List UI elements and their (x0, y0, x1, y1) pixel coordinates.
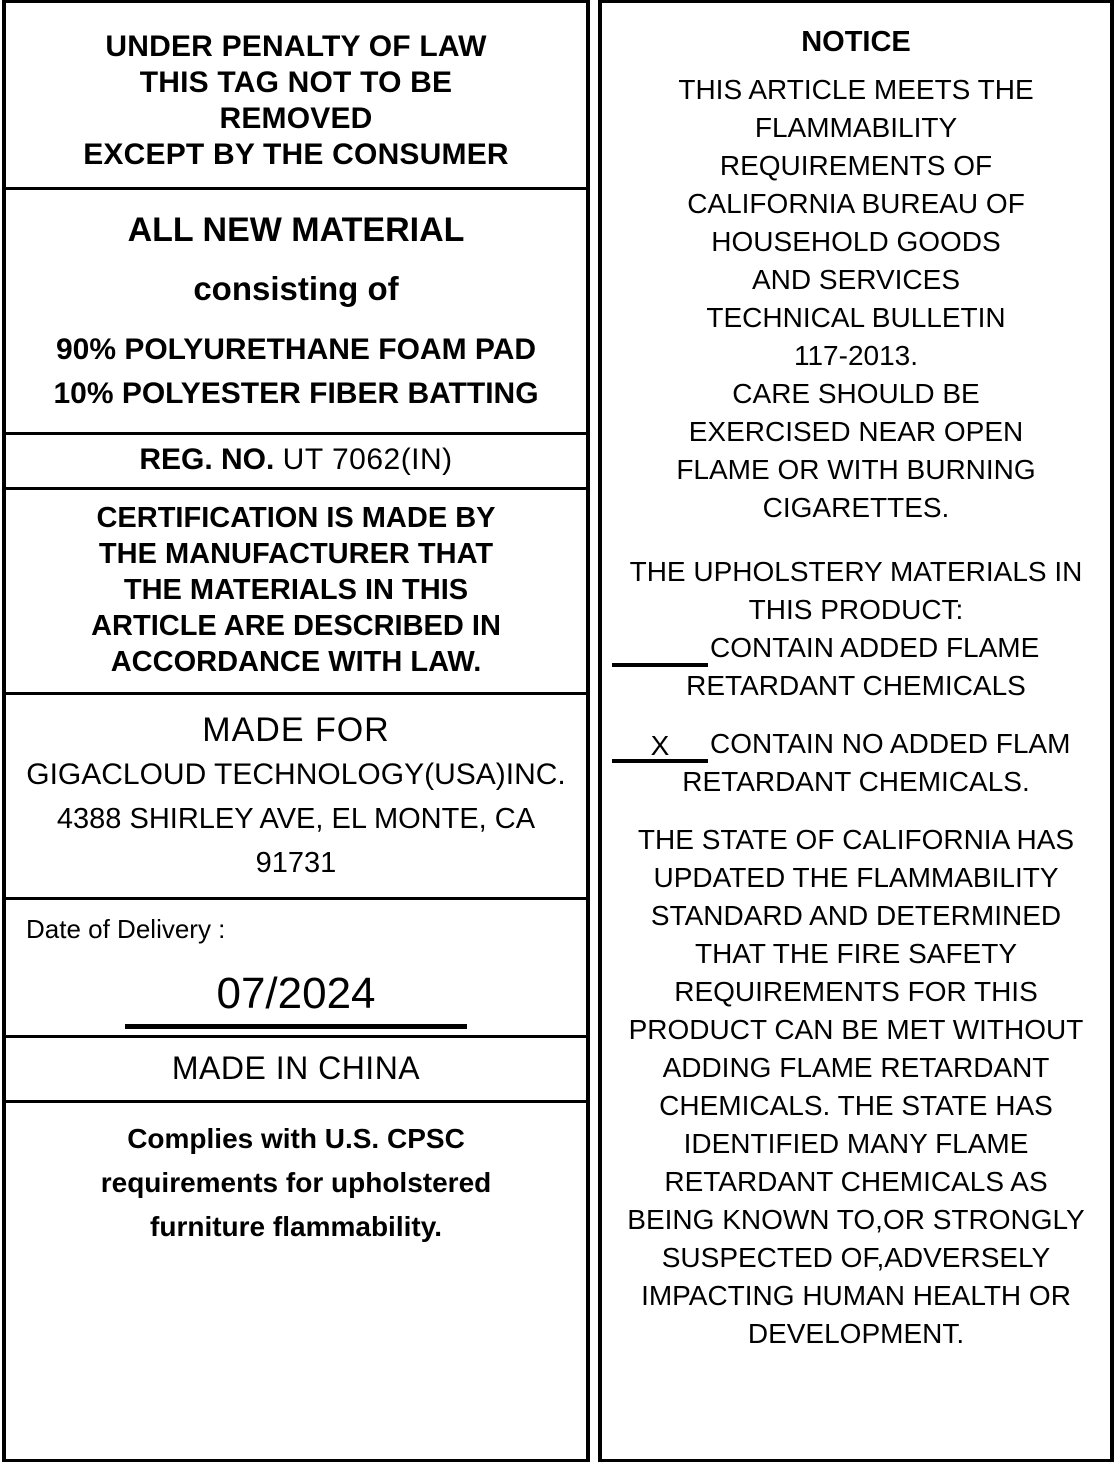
delivery-date-value: 07/2024 (125, 968, 467, 1029)
made-for-company: GIGACLOUD TECHNOLOGY(USA)INC. (26, 758, 566, 791)
notice-body-line-5: HOUSEHOLD GOODS (711, 226, 1001, 257)
state-line-10: RETARDANT CHEMICALS AS (664, 1166, 1048, 1197)
made-for-zip: 91731 (255, 847, 337, 879)
option-contain-added-checkbox[interactable] (612, 637, 708, 667)
cpsc-line-2: requirements for upholstered (100, 1167, 492, 1198)
option-no-added-line-1: CONTAIN NO ADDED FLAM (710, 728, 1071, 759)
notice-body-line-3: REQUIREMENTS OF (719, 150, 993, 181)
registration-value: UT 7062(IN) (282, 443, 453, 476)
certification-line-2: THE MANUFACTURER THAT (98, 538, 494, 570)
cpsc-section (6, 1103, 586, 1263)
state-line-13: IMPACTING HUMAN HEALTH OR (641, 1280, 1071, 1311)
notice-body-line-10: EXERCISED NEAR OPEN (688, 416, 1024, 447)
upholstery-intro-line-1: THE UPHOLSTERY MATERIALS IN (629, 556, 1083, 587)
upholstery-intro (612, 553, 1100, 629)
left-panel (2, 0, 590, 1462)
option-contain-added[interactable] (612, 629, 1100, 705)
certification-line-1: CERTIFICATION IS MADE BY (96, 502, 496, 534)
certification-line-4: ARTICLE ARE DESCRIBED IN (91, 610, 501, 642)
material-item-1: 90% POLYURETHANE FOAM PAD (55, 333, 537, 366)
cpsc-line-1: Complies with U.S. CPSC (127, 1123, 465, 1154)
state-line-11: BEING KNOWN TO,OR STRONGLY (627, 1204, 1085, 1235)
state-line-1: THE STATE OF CALIFORNIA HAS (637, 824, 1075, 855)
state-line-5: REQUIREMENTS FOR THIS (674, 976, 1038, 1007)
penalty-line-3: REMOVED (219, 102, 373, 135)
notice-body (612, 71, 1100, 527)
made-for-title: MADE FOR (202, 711, 390, 749)
penalty-line-1: UNDER PENALTY OF LAW (105, 30, 487, 63)
made-in-section: MADE IN CHINA (6, 1038, 586, 1103)
option-no-added-row[interactable] (612, 725, 1100, 763)
state-line-4: THAT THE FIRE SAFETY (694, 938, 1018, 969)
notice-body-line-9: CARE SHOULD BE (732, 378, 980, 409)
made-for-address: 4388 SHIRLEY AVE, EL MONTE, CA (56, 803, 536, 835)
penalty-section (6, 3, 586, 190)
notice-body-line-8: 117-2013. (793, 340, 919, 371)
option-contain-added-line-1: CONTAIN ADDED FLAME (710, 632, 1040, 663)
notice-body-line-7: TECHNICAL BULLETIN (706, 302, 1006, 333)
upholstery-intro-line-2: THIS PRODUCT: (748, 594, 964, 625)
notice-body-line-4: CALIFORNIA BUREAU OF (687, 188, 1025, 219)
registration-label: REG. NO. (139, 443, 275, 476)
state-line-14: DEVELOPMENT. (747, 1318, 965, 1349)
material-subtitle: consisting of (193, 270, 399, 307)
registration-section (6, 435, 586, 490)
material-title: ALL NEW MATERIAL (127, 211, 465, 249)
penalty-line-2: THIS TAG NOT TO BE (139, 66, 453, 99)
made-for-section (6, 695, 586, 900)
option-no-added-line-2: RETARDANT CHEMICALS. (682, 766, 1030, 797)
state-line-9: IDENTIFIED MANY FLAME (683, 1128, 1029, 1159)
material-section (6, 190, 586, 435)
state-line-2: UPDATED THE FLAMMABILITY (653, 862, 1059, 893)
certification-line-3: THE MATERIALS IN THIS (123, 574, 469, 606)
option-contain-added-line-2: RETARDANT CHEMICALS (686, 670, 1026, 701)
notice-body-line-6: AND SERVICES (752, 264, 960, 295)
state-line-3: STANDARD AND DETERMINED (650, 900, 1062, 931)
delivery-date-wrap (14, 968, 578, 1029)
notice-body-line-12: CIGARETTES. (762, 492, 950, 523)
state-line-7: ADDING FLAME RETARDANT (662, 1052, 1050, 1083)
right-panel (598, 0, 1114, 1462)
notice-body-line-11: FLAME OR WITH BURNING (676, 454, 1036, 485)
notice-title: NOTICE (801, 26, 911, 58)
notice-body-line-2: FLAMMABILITY (754, 112, 958, 143)
state-line-6: PRODUCT CAN BE MET WITHOUT (628, 1014, 1084, 1045)
state-statement (612, 821, 1100, 1353)
cpsc-line-3: furniture flammability. (150, 1211, 442, 1242)
certification-section (6, 490, 586, 695)
material-item-2: 10% POLYESTER FIBER BATTING (53, 377, 539, 410)
penalty-line-4: EXCEPT BY THE CONSUMER (83, 138, 509, 171)
delivery-label: Date of Delivery : (26, 914, 226, 944)
delivery-section (6, 900, 586, 1038)
option-contain-added-row[interactable] (612, 629, 1100, 667)
state-line-8: CHEMICALS. THE STATE HAS (659, 1090, 1053, 1121)
state-line-12: SUSPECTED OF,ADVERSELY (661, 1242, 1051, 1273)
option-no-added[interactable] (612, 725, 1100, 801)
option-no-added-checkbox[interactable]: X (612, 733, 708, 763)
notice-body-line-1: THIS ARTICLE MEETS THE (678, 74, 1034, 105)
certification-line-5: ACCORDANCE WITH LAW. (110, 646, 482, 678)
